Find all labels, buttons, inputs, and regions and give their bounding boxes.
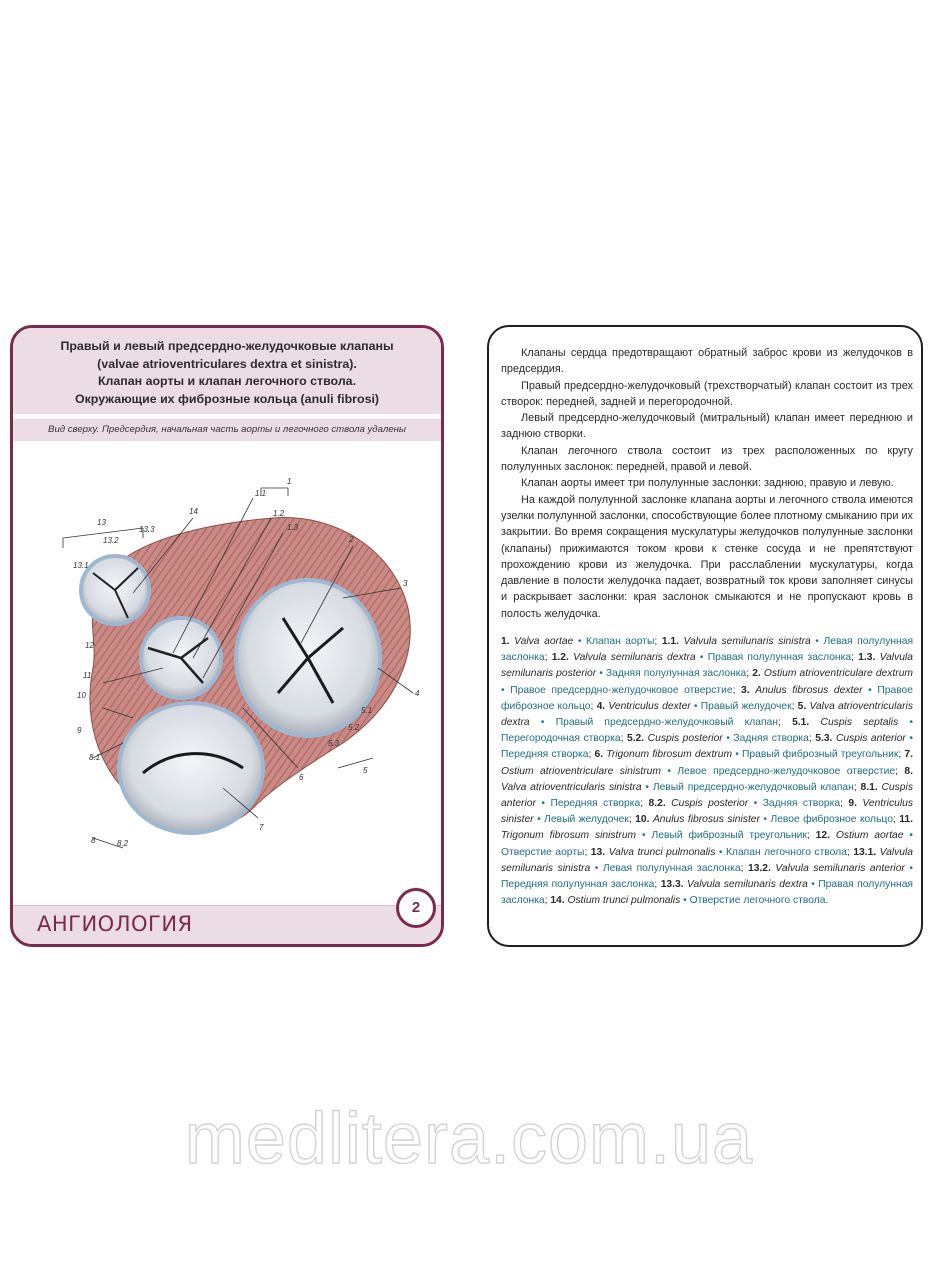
legend-russian-term: Отверстие легочного ствола [689, 895, 826, 907]
figure-caption: Вид сверху. Предсердия, начальная часть аорты и легочного ствола удалены [13, 419, 441, 441]
legend-latin-term: Valva atrioventricularis sinistra [501, 781, 642, 793]
legend-latin-term: Ostium trunci pulmonalis [567, 895, 681, 907]
legend-latin-term: Trigonum fibrosum sinistrum [501, 830, 637, 842]
legend-entry: 5.1. Cuspis septalis • Перегородочная створка; [501, 717, 914, 745]
paragraph: Правый предсердно-желудочковый (трехстворчатый) клапан состоит из трех створок: передней, задней и перегородочной. [501, 379, 913, 408]
legend-latin-term: Cuspis posterior [671, 798, 749, 810]
fig-label: 7 [259, 823, 264, 832]
section-footer [13, 899, 441, 944]
legend-latin-term: Valvula semilunaris dextra [686, 879, 808, 891]
fig-label: 13.3 [139, 525, 155, 534]
legend-number: 12. [815, 830, 836, 842]
legend-entry: 1.1. Valvula semilunaris sinistra • Левая полулунная заслонка; [501, 636, 914, 664]
legend-russian-term: Передняя полулунная заслонка [501, 879, 655, 891]
legend-entry: 11. Trigonum fibrosum sinistrum • Левый фиброзный треугольник; [501, 814, 914, 842]
legend-entry: 4. Ventriculus dexter • Правый желудочек; [596, 700, 798, 712]
fig-label: 4 [415, 689, 420, 698]
bullet-icon: • [690, 700, 701, 712]
bullet-icon: • [501, 684, 511, 696]
legend-number: 14. [550, 895, 568, 907]
fig-label: 10 [77, 691, 86, 700]
legend-number: 5. [797, 700, 810, 712]
page-number: 2 [396, 888, 436, 928]
description-text [501, 345, 913, 622]
bullet-icon: • [898, 717, 914, 729]
atlas-card-front [10, 325, 444, 947]
bullet-icon: • [680, 895, 690, 907]
bullet-icon: • [573, 636, 587, 647]
bullet-icon: • [905, 733, 913, 745]
legend-entry: 8. Valva atrioventricularis sinistra • Левый предсердно-желудочковый клапан; [501, 765, 914, 793]
legend-number: 13. [590, 846, 609, 858]
legend-russian-term: Перегородочная створка [501, 733, 621, 745]
legend-entry: 1. Valva aortae • Клапан аорты; [501, 636, 662, 647]
bullet-icon: • [590, 862, 603, 874]
fig-label: 5.3 [328, 739, 340, 748]
legend-number: 2. [752, 668, 764, 680]
legend-number: 9. [848, 798, 863, 810]
legend-number: 11. [899, 814, 914, 826]
legend-entry: 8.2. Cuspis posterior • Задняя створка; [648, 798, 849, 810]
fig-label: 8 [91, 836, 96, 845]
legend-entry: 8.1. Cuspis anterior • Передняя створка; [501, 781, 913, 810]
fig-label: 1 [287, 477, 292, 486]
bullet-icon: • [904, 862, 913, 874]
legend-entry: 13.2. Valvula semilunaris anterior • Передняя полулунная заслонка; [501, 862, 913, 891]
legend-number: 7. [904, 749, 913, 761]
fig-label: 11 [83, 671, 92, 680]
legend-russian-term: Передняя створка [550, 798, 641, 810]
legend-latin-term: Ostium atrioventriculare dextrum [763, 668, 914, 680]
legend-russian-term: Задняя створка [733, 733, 809, 745]
legend-number: 3. [741, 684, 756, 696]
legend-russian-term: Задняя полулунная заслонка [605, 668, 747, 680]
legend-latin-term: Ostium atrioventriculare sinistrum [501, 765, 661, 777]
fig-label: 1.3 [287, 523, 299, 532]
paragraph: Клапан аорты имеет три полулунные заслонки: заднюю, правую и левую. [521, 477, 894, 490]
title-line-2: (valvae atrioventriculares dextra et sinistra). [97, 356, 357, 371]
legend-russian-term: Левый фиброзный треугольник [651, 830, 807, 842]
legend-russian-term: Правое фиброзное кольцо [501, 684, 914, 712]
bullet-icon: • [660, 765, 678, 777]
legend-latin-term: Valvula semilunaris dextra [573, 652, 696, 664]
bullet-icon: • [732, 749, 742, 761]
legend-entry: 1.3. Valvula semilunaris posterior • Задняя полулунная заслонка; [501, 652, 913, 680]
paragraph: На каждой полулунной заслонке клапана аорты и легочного ствола имеются узелки полулунной заслонки, способствующие более плотному смыканию при их закрытии. Во время сокращения мускулатуры желудочков полулунные заслонки (клапаны) прижимаются током крови к стенке сосуда и не препятствуют прохождению крови из желудочка. При расслаблении мускулатуры, когда давление в полости желудочка падает, возвратный ток крови заполняет синусы и раскрывает заслонки: края заслонок смыкаются и не пропускают кровь в полость желудочка. [501, 493, 913, 620]
legend-latin-term: Cuspis posterior [647, 733, 723, 745]
bullet-icon: • [533, 814, 545, 826]
legend-number: 1.3. [858, 652, 880, 664]
fig-label: 13.2 [103, 536, 119, 545]
legend-number: 1.2. [551, 652, 574, 664]
fig-label: 14 [189, 507, 198, 516]
fig-label: 6 [299, 773, 304, 782]
legend-number: 5.3. [815, 733, 836, 745]
legend-russian-term: Правый желудочек [700, 700, 792, 712]
legend-latin-term: Ventriculus dexter [608, 700, 691, 712]
title-line-4: Окружающие их фиброзные кольца (anuli fibrosi) [74, 391, 380, 406]
watermark: medlitera.com.ua [184, 1099, 754, 1179]
legend-latin-term: Valvula semilunaris sinistra [501, 846, 914, 874]
legend-entry: 13.1. Valvula semilunaris sinistra • Левая полулунная заслонка; [501, 846, 914, 874]
fig-label: 12 [85, 641, 94, 650]
legend-latin-term: Ventriculus sinister [501, 798, 913, 826]
paragraph: Клапан легочного ствола состоит из трех расположенных по кругу полулунных заслонок: передней, правой и левой. [501, 444, 913, 474]
legend-latin-term: Valvula semilunaris sinistra [683, 636, 811, 647]
legend-latin-term: Valva atrioventricularis dextra [501, 700, 913, 729]
legend-number: 8. [904, 765, 914, 777]
legend-number: 4. [596, 700, 609, 712]
legend-latin-term: Anulus fibrosus dexter [755, 684, 863, 696]
bullet-icon: • [748, 798, 763, 810]
legend-entry: 3. Anulus fibrosus dexter • Правое фиброзное кольцо; [501, 684, 914, 712]
bullet-icon: • [715, 846, 726, 858]
legend-russian-term: Клапан аорты [586, 636, 655, 647]
title-line-3: Клапан аорты и клапан легочного ствола. [97, 374, 357, 388]
legend-latin-term: Cuspis anterior [501, 781, 913, 810]
bullet-icon: • [903, 830, 913, 842]
card-title [13, 328, 441, 414]
legend-entry: 2. Ostium atrioventriculare dextrum • Правое предсердно-желудочковое отверстие; [501, 668, 914, 696]
bullet-icon: • [810, 636, 824, 647]
section-title: АНГИОЛОГИЯ [37, 912, 193, 936]
legend-entry: 14. Ostium trunci pulmonalis • Отверстие легочного ствола. [550, 895, 829, 907]
paragraph: Клапаны сердца предотвращают обратный заброс крови из желудочков в предсердия. [501, 347, 913, 376]
bullet-icon: • [636, 830, 652, 842]
title-line-1: Правый и левый предсердно-желудочковые клапаны [60, 339, 394, 353]
bullet-icon: • [695, 652, 708, 664]
legend-number: 6. [594, 749, 607, 761]
bullet-icon: • [759, 814, 771, 826]
legend-latin-term: Anulus fibrosus sinister [652, 814, 760, 826]
legend-number: 5.2. [626, 733, 648, 745]
fig-label: 3 [403, 579, 408, 588]
fig-label: 8.2 [117, 839, 129, 848]
legend-entry: 5. Valva atrioventricularis dextra • Правый предсердно-желудочковый клапан; [501, 700, 913, 729]
fig-label: 2 [349, 535, 354, 544]
legend-latin-term: Valvula semilunaris posterior [501, 652, 913, 680]
legend-latin-term: Trigonum fibrosum dextrum [606, 749, 733, 761]
fig-label: 1.2 [273, 509, 285, 518]
legend-russian-term: Левый предсердно-желудочковый клапан [652, 781, 854, 793]
legend-latin-term: Valva aortae [514, 636, 574, 647]
legend-russian-term: Правое предсердно-желудочковое отверстие [510, 684, 733, 696]
legend-russian-term: Левый желудочек [544, 814, 629, 826]
fig-label: 1.1 [255, 489, 267, 498]
bullet-icon: • [529, 717, 556, 729]
legend-russian-term: Правая полулунная заслонка [707, 652, 852, 664]
legend-number: 13.3. [660, 879, 687, 891]
fig-label: 9 [77, 726, 82, 735]
fig-label: 5 [363, 766, 368, 775]
bullet-icon: • [596, 668, 606, 680]
legend-number: 13.1. [853, 846, 880, 858]
legend-number: 8.1. [860, 781, 882, 793]
legend-entry: 5.3. Cuspis anterior • Передняя створка; [501, 733, 913, 761]
heart-valves-illustration [43, 468, 423, 878]
legend-entry: 5.2. Cuspis posterior • Задняя створка; [626, 733, 816, 745]
atlas-card-back [487, 325, 923, 947]
legend-russian-term: Отверстие аорты [501, 846, 585, 858]
legend-latin-term: Cuspis anterior [835, 733, 906, 745]
legend-russian-term: Левое фиброзное кольцо [770, 814, 893, 826]
legend-entry: 13. Valva trunci pulmonalis • Клапан легочного ствола; [590, 846, 854, 858]
legend-latin-term: Valva trunci pulmonalis [608, 846, 716, 858]
bullet-icon: • [641, 781, 653, 793]
legend-number: 1. [501, 636, 515, 647]
legend-number: 5.1. [792, 717, 821, 729]
paragraph: Левый предсердно-желудочковый (митральный) клапан имеет переднюю и заднюю створки. [501, 412, 913, 441]
fig-label: 13.1 [73, 561, 89, 570]
legend-latin-term: Valvula semilunaris anterior [775, 862, 905, 874]
legend-russian-term: Правая полулунная заслонка [501, 879, 913, 907]
legend-russian-term: Левая полулунная заслонка [501, 636, 914, 664]
legend-latin-term: Ostium aortae [835, 830, 904, 842]
bullet-icon: • [862, 684, 878, 696]
legend-russian-term: Левое предсердно-желудочковое отверстие [677, 765, 896, 777]
legend-entry: 13.3. Valvula semilunaris dextra • Правая полулунная заслонка; [501, 879, 913, 907]
legend-russian-term: Правый фиброзный треугольник [741, 749, 899, 761]
legend-number: 10. [635, 814, 653, 826]
legend-number: 8.2. [648, 798, 672, 810]
legend-number: 13.2. [747, 862, 776, 874]
legend-number: 1.1. [661, 636, 684, 647]
legend-russian-term: Передняя створка [501, 749, 589, 761]
legend-entry: 12. Ostium aortae • Отверстие аорты; [501, 830, 913, 858]
bullet-icon: • [807, 879, 819, 891]
bullet-icon: • [535, 798, 551, 810]
fig-label: 5.2 [348, 723, 360, 732]
figure-legend [501, 634, 913, 909]
legend-russian-term: Клапан легочного ствола [725, 846, 847, 858]
legend-entry: 10. Anulus fibrosus sinister • Левое фиброзное кольцо; [635, 814, 900, 826]
legend-latin-term: Cuspis septalis [820, 717, 899, 729]
fig-label: 13 [97, 518, 106, 527]
legend-russian-term: Задняя створка [762, 798, 841, 810]
legend-entry: 7. Ostium atrioventriculare sinistrum • Левое предсердно-желудочковое отверстие; [501, 749, 913, 777]
bullet-icon: • [722, 733, 734, 745]
legend-entry: 6. Trigonum fibrosum dextrum • Правый фиброзный треугольник; [594, 749, 905, 761]
legend-entry: 9. Ventriculus sinister • Левый желудочек; [501, 798, 913, 826]
legend-russian-term: Левая полулунная заслонка [602, 862, 741, 874]
legend-entry: 1.2. Valvula semilunaris dextra • Правая полулунная заслонка; [551, 652, 859, 664]
fig-label: 8.1 [89, 753, 101, 762]
fig-label: 5.1 [361, 706, 373, 715]
legend-russian-term: Правый предсердно-желудочковый клапан [555, 717, 778, 729]
